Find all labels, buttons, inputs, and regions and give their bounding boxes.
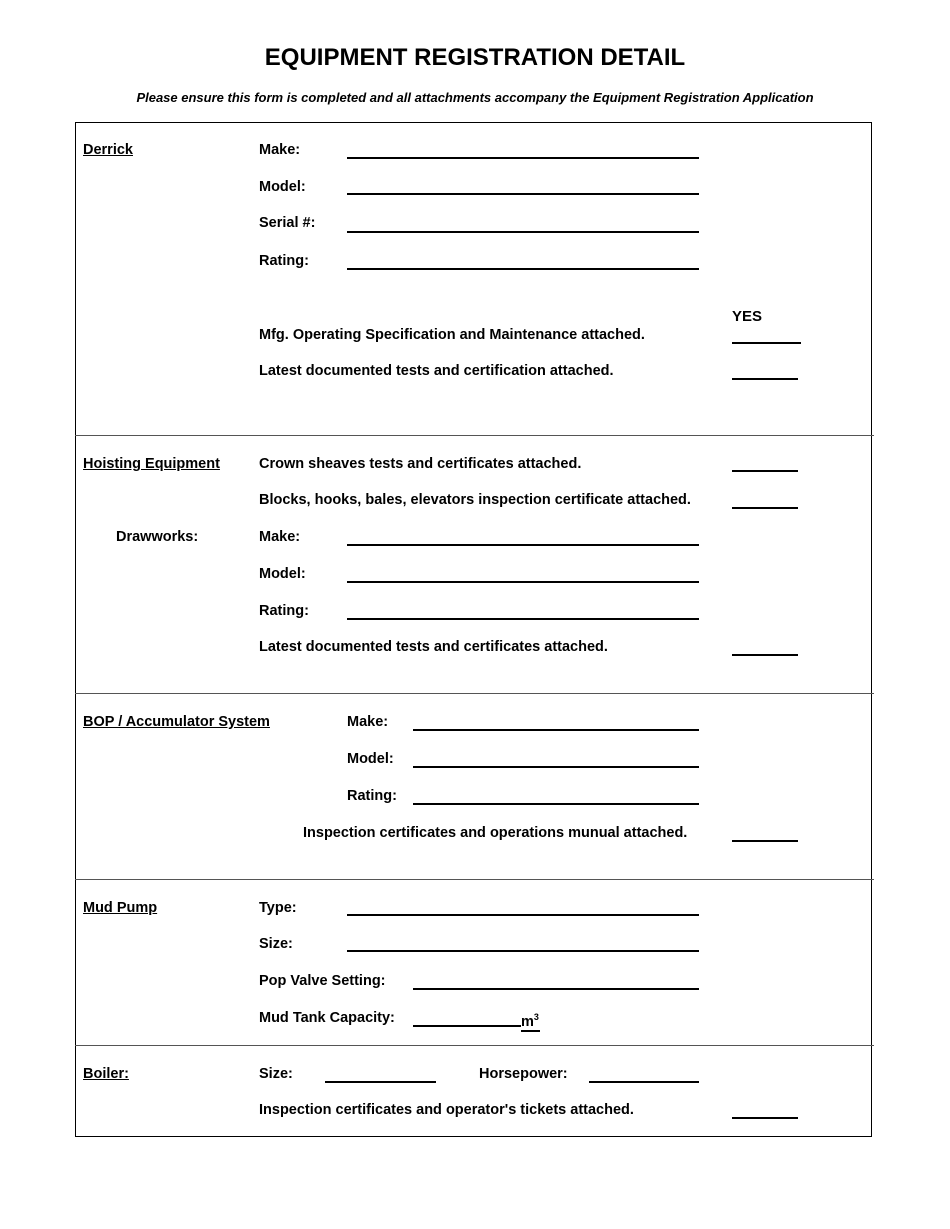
mud-tank-capacity-label: Mud Tank Capacity: — [259, 1010, 395, 1026]
mud-pump-type-input[interactable] — [347, 898, 699, 916]
derrick-make-label: Make: — [259, 142, 301, 158]
derrick-make-input[interactable] — [347, 141, 699, 159]
drawworks-tests-label: Latest documented tests and certificates attached. — [259, 639, 608, 655]
mud-pump-size-input[interactable] — [347, 934, 699, 952]
unit-exponent: 3 — [533, 1012, 539, 1022]
hoisting-crown-label: Crown sheaves tests and certificates attached. — [259, 456, 582, 472]
unit-base: m — [521, 1013, 534, 1030]
mud-pump-size-label: Size: — [259, 936, 293, 952]
bop-model-label: Model: — [347, 751, 394, 767]
drawworks-rating-input[interactable] — [347, 602, 699, 620]
bop-make-label: Make: — [347, 714, 389, 730]
mud-tank-capacity-input[interactable] — [413, 1009, 521, 1027]
boiler-inspection-yes-input[interactable] — [732, 1101, 798, 1119]
bop-inspection-label: Inspection certificates and operations munual attached. — [303, 825, 688, 841]
boiler-inspection-label: Inspection certificates and operator's tickets attached. — [259, 1102, 634, 1118]
hoisting-blocks-label: Blocks, hooks, bales, elevators inspection certificate attached. — [259, 492, 691, 508]
derrick-heading: Derrick — [83, 142, 133, 158]
page-subtitle: Please ensure this form is completed and all attachments accompany the Equipment Registration Application — [136, 90, 814, 105]
bop-inspection-yes-input[interactable] — [732, 824, 798, 842]
bop-rating-input[interactable] — [413, 787, 699, 805]
section-divider — [75, 435, 874, 436]
drawworks-model-label: Model: — [259, 566, 306, 582]
boiler-horsepower-input[interactable] — [589, 1065, 699, 1083]
mud-tank-unit — [521, 1010, 540, 1032]
boiler-size-input[interactable] — [325, 1065, 436, 1083]
bop-heading: BOP / Accumulator System — [83, 714, 270, 730]
page-title: EQUIPMENT REGISTRATION DETAIL — [264, 44, 686, 71]
drawworks-label: Drawworks: — [116, 529, 199, 545]
derrick-model-label: Model: — [259, 179, 306, 195]
mud-pump-heading: Mud Pump — [83, 900, 158, 916]
derrick-tests-yes-input[interactable] — [732, 362, 798, 380]
bop-model-input[interactable] — [413, 750, 699, 768]
yes-column-header: YES — [732, 308, 763, 325]
hoisting-crown-yes-input[interactable] — [732, 454, 798, 472]
section-divider — [75, 693, 874, 694]
derrick-tests-label: Latest documented tests and certification attached. — [259, 363, 614, 379]
section-divider — [75, 879, 874, 880]
drawworks-rating-label: Rating: — [259, 603, 309, 619]
derrick-mfg-spec-yes-input[interactable] — [732, 326, 801, 344]
drawworks-tests-yes-input[interactable] — [732, 638, 798, 656]
pop-valve-label: Pop Valve Setting: — [259, 973, 386, 989]
mud-pump-type-label: Type: — [259, 900, 297, 916]
derrick-serial-input[interactable] — [347, 215, 699, 233]
boiler-size-label: Size: — [259, 1066, 293, 1082]
derrick-model-input[interactable] — [347, 177, 699, 195]
bop-rating-label: Rating: — [347, 788, 397, 804]
drawworks-make-label: Make: — [259, 529, 301, 545]
derrick-mfg-spec-label: Mfg. Operating Specification and Maintenance attached. — [259, 327, 645, 343]
drawworks-model-input[interactable] — [347, 565, 699, 583]
derrick-rating-label: Rating: — [259, 253, 309, 269]
hoisting-blocks-yes-input[interactable] — [732, 491, 798, 509]
bop-make-input[interactable] — [413, 713, 699, 731]
drawworks-make-input[interactable] — [347, 528, 699, 546]
pop-valve-input[interactable] — [413, 972, 699, 990]
boiler-horsepower-label: Horsepower: — [479, 1066, 568, 1082]
boiler-heading: Boiler: — [83, 1066, 129, 1082]
section-divider — [75, 1045, 874, 1046]
derrick-rating-input[interactable] — [347, 252, 699, 270]
hoisting-heading: Hoisting Equipment — [83, 456, 220, 472]
derrick-serial-label: Serial #: — [259, 215, 316, 231]
